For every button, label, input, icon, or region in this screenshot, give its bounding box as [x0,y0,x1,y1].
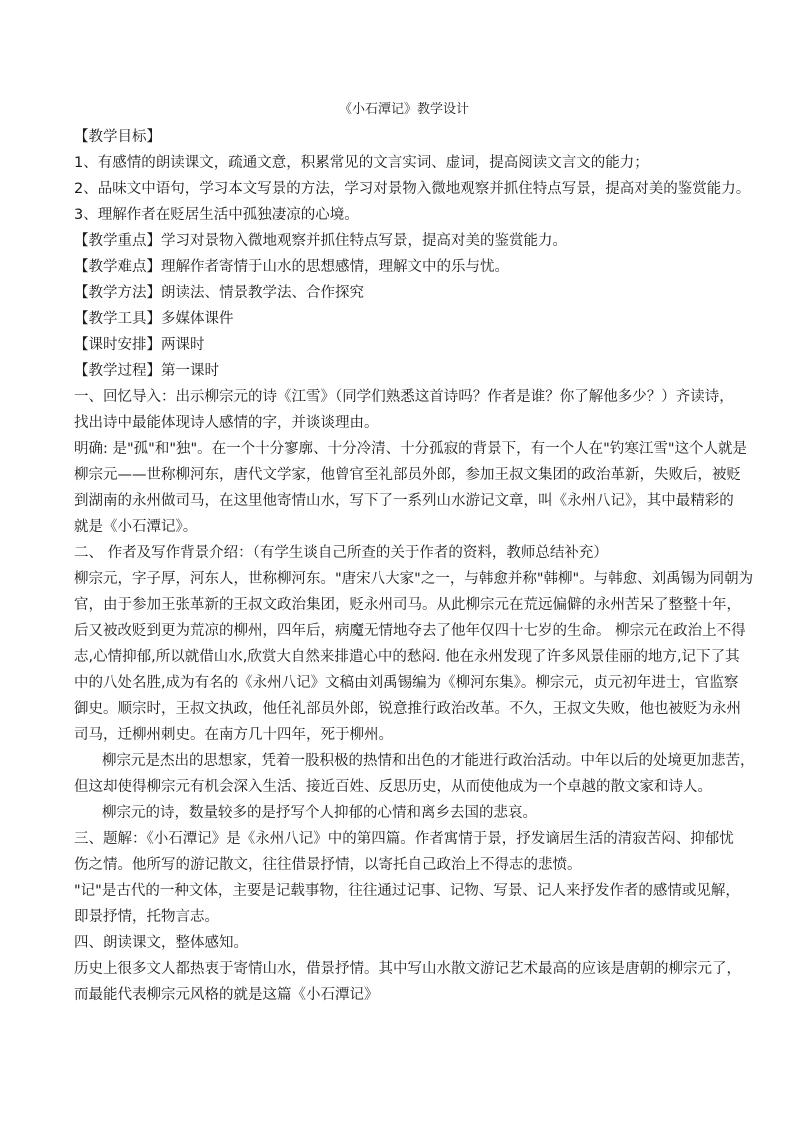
text-line: 【教学目标】 [74,129,161,145]
text-line: 后又被改贬到更为荒凉的柳州，四年后，病魔无情地夺去了他年仅四十七岁的生命。 柳宗元在政治上不得 [74,623,746,639]
text-line: 【教学难点】理解作者寄情于山水的思想感情，理解文中的乐与忧。 [74,259,509,275]
document-title: 《小石潭记》教学设计 [338,102,469,117]
text-line: 三、题解：《小石潭记》是《永州八记》中的第四篇。作者寓情于景，抒发谪居生活的清寂苦闷、抑郁忧 [74,831,734,847]
text-line: 志,心情抑郁,所以就借山水,欣赏大自然来排遣心中的愁闷. 他在永州发现了许多风景佳丽的地方,记下了其 [74,649,740,665]
text-line: 官，由于参加王张革新的王叔文政治集团，贬永州司马。从此柳宗元在荒远偏僻的永州苦呆了整整十年， [74,597,741,613]
text-line: 柳宗元，字子厚，河东人，世称柳河东。"唐宋八大家"之一，与韩愈并称"韩柳"。与韩愈、刘禹锡为同朝为 [74,571,754,587]
text-line: 四、朗读课文，整体感知。 [74,935,248,951]
text-line: 明确: 是"孤"和"独"。在一个十分寥廓、十分冷清、十分孤寂的背景下，有一个人在"钓寒江雪"这个人就是 [74,441,748,457]
document-page [74,100,755,1008]
indented-text-line: 柳宗元是杰出的思想家，凭着一股积极的热情和出色的才能进行政治活动。中年以后的处境更加悲苦， [102,753,755,769]
text-line: 到湖南的永州做司马，在这里他寄情山水，写下了一系列山水游记文章，叫《永州八记》，其中最精彩的 [74,493,734,509]
text-line: 伤之情。他所写的游记散文，往往借景抒情，以寄托自己政治上不得志的悲愤。 [74,857,582,873]
text-line: 二、 作者及写作背景介绍：（有学生谈自己所查的关于作者的资料，教师总结补充） [74,545,608,561]
text-line: 1、有感情的朗读课文，疏通文意，积累常见的文言实词、虚词，提高阅读文言文的能力； [74,155,649,171]
text-line: 历史上很多文人都热衷于寄情山水，借景抒情。其中写山水散文游记艺术最高的应该是唐朝的柳宗元了， [74,961,741,977]
text-line: 御史。顺宗时，王叔文执政，他任礼部员外郎，锐意推行政治改革。不久，王叔文失败，他也被贬为永州 [74,701,741,717]
text-line: 但这却使得柳宗元有机会深入生活、接近百姓、反思历史，从而使他成为一个卓越的散文家和诗人。 [74,779,712,795]
text-line: "记"是古代的一种文体，主要是记载事物，往往通过记事、记物、写景、记人来抒发作者的感情或见解， [74,883,740,899]
text-line: 中的八处名胜,成为有名的《永州八记》文稿由刘禹锡编为《柳河东集》。柳宗元，贞元初年进士，官监察 [74,675,739,691]
text-line: 即景抒情，托物言志。 [74,909,219,925]
text-line: 【课时安排】两课时 [74,337,205,353]
text-line: 2、品味文中语句，学习本文写景的方法，学习对景物入微地观察并抓住特点写景，提高对美的鉴赏能力。 [74,181,751,197]
text-line: 找出诗中最能体现诗人感情的字，并谈谈理由。 [74,415,379,431]
text-line: 一、回忆导入：出示柳宗元的诗《江雪》（同学们熟悉这首诗吗？作者是谁？你了解他多少？）齐读诗， [74,389,734,405]
text-line: 【教学方法】朗读法、情景教学法、合作探究 [74,285,364,301]
text-line: 司马，迁柳州刺史。在南方几十四年，死于柳州。 [74,727,393,743]
text-line: 而最能代表柳宗元风格的就是这篇《小石潭记》 [74,987,379,1003]
text-line: 3、理解作者在贬居生活中孤独凄凉的心境。 [74,207,359,223]
text-line: 【教学过程】第一课时 [74,363,219,379]
text-line: 柳宗元——世称柳河东，唐代文学家，他曾官至礼部员外郎，参加王叔文集团的政治革新，失败后，被贬 [74,467,741,483]
text-line: 就是《小石潭记》。 [74,519,198,535]
text-line: 【教学重点】学习对景物入微地观察并抓住特点写景，提高对美的鉴赏能力。 [74,233,567,249]
indented-text-line: 柳宗元的诗，数量较多的是抒写个人抑郁的心情和离乡去国的悲哀。 [102,805,537,821]
text-line: 【教学工具】多媒体课件 [74,311,234,327]
